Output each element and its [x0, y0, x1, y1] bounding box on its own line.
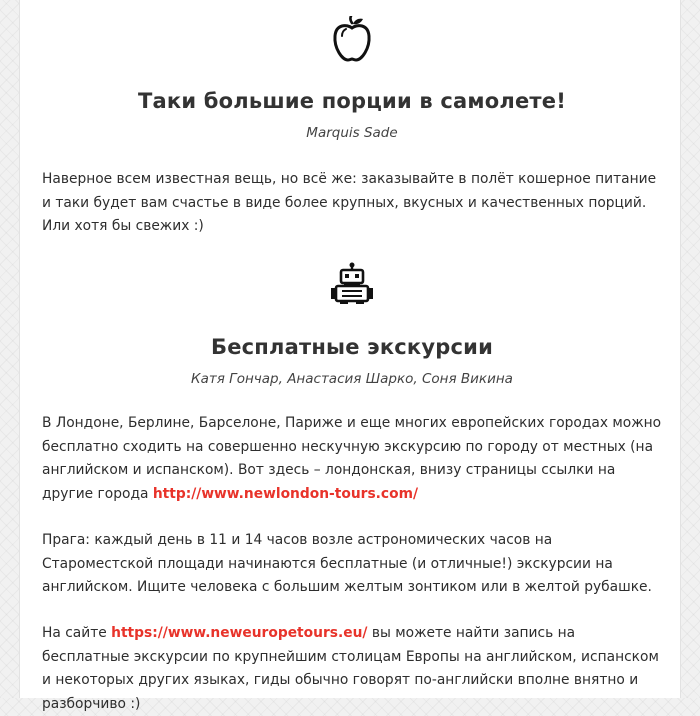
article-title: Таки большие порции в самолете! [138, 89, 566, 113]
article-author: Катя Гончар, Анастасия Шарко, Соня Викина [191, 371, 513, 387]
robot-icon [42, 262, 662, 308]
content-card [19, 0, 681, 712]
article-paragraph [42, 622, 666, 716]
paragraph-text: В Лондоне, Берлине, Барселоне, Париже и еще многих европейских городах можно бесплатно сходить на совершенно нескучную экскурсию по городу от местных (на английском и испанском). Вот здесь – лондонская, внизу страницы ссылки на другие города [42, 415, 662, 502]
paragraph-text: На сайте [42, 625, 112, 641]
article-author: Marquis Sade [306, 125, 398, 141]
article-paragraph [42, 412, 666, 506]
article-title: Бесплатные экскурсии [211, 335, 493, 359]
article-paragraph: Прага: каждый день в 11 и 14 часов возле астрономических часов на Староместской площади начинаются бесплатные (и отличные!) экскурсии на английском. Ищите человека с большим желтым зонтиком или в желтой рубашке. [42, 532, 652, 595]
neweuropetours-link[interactable]: https://www.neweuropetours.eu/ [111, 625, 368, 641]
newlondon-tours-link[interactable]: http://www.newlondon-tours.com/ [152, 485, 418, 502]
apple-icon [42, 16, 662, 66]
paragraph-text: вы можете найти запись на бесплатные экскурсии по крупнейшим столицам Европы на английском, испанском и некоторых других языках, гиды обычно говорят по-английски вполне внятно и разборчиво :) [42, 625, 659, 712]
article-paragraph: Наверное всем известная вещь, но всё же: заказывайте в полёт кошерное питание и таки будет вам счастье в виде более крупных, вкусных и качественных порций. Или хотя бы свежих :) [42, 171, 657, 234]
